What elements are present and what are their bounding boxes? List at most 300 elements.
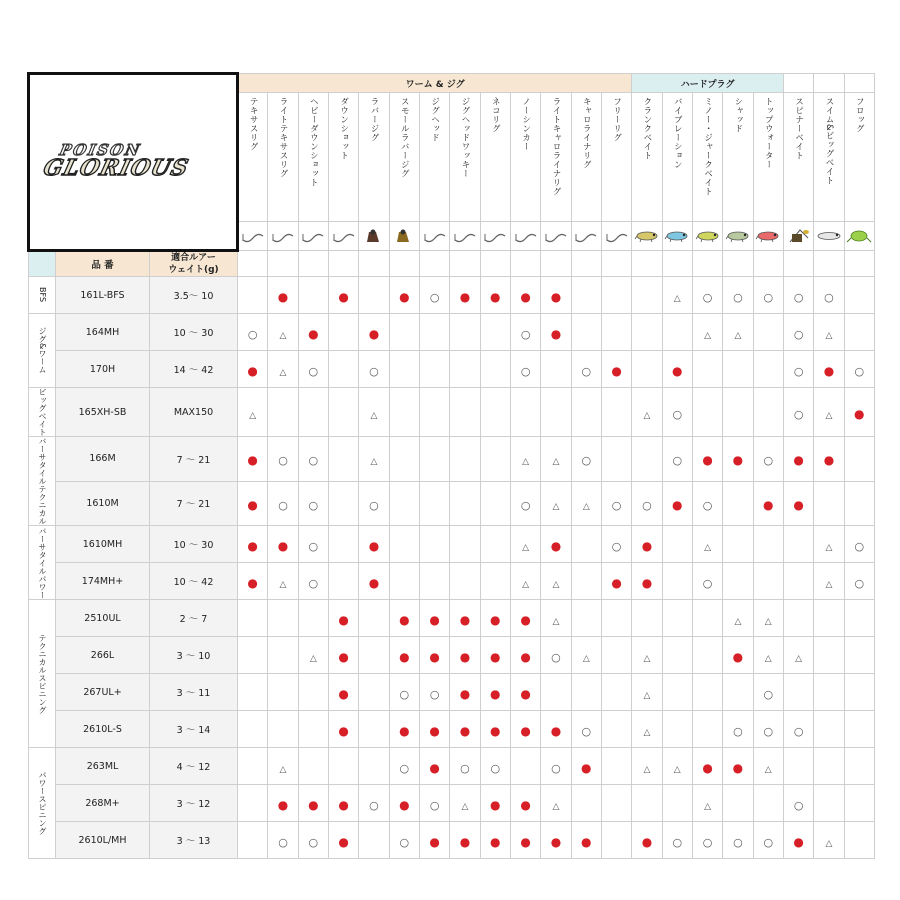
mark-cell [328,277,358,314]
usable-triangle: △ [279,579,287,590]
mark-cell [541,674,571,711]
mark-cell [389,785,419,822]
mark-cell [601,526,631,563]
mark-cell [389,674,419,711]
mark-cell [389,481,419,526]
lure-name: ミノー・ジャークベイト [702,97,713,196]
mark-cell [571,526,601,563]
weight-header: 適合ルアー ウェイト(g) [150,251,238,277]
best-match-dot: ● [490,723,501,738]
mark-cell [359,481,389,526]
mark-cell [723,563,753,600]
mark-cell [723,785,753,822]
category-text: パワースピニング [38,771,47,835]
best-match-dot: ● [490,797,501,812]
usable-triangle: △ [370,410,378,421]
mark-cell [298,314,328,351]
model-cell: 170H [56,351,150,388]
lure-header-15 [692,93,722,222]
mark-cell [632,481,662,526]
mark-cell [723,822,753,859]
mark-cell [844,481,874,526]
mark-cell [389,637,419,674]
lure-header-19 [814,93,844,222]
mark-cell [844,314,874,351]
mark-cell [450,674,480,711]
weight-cell: 3 ～ 10 [150,637,238,674]
mark-cell [268,351,298,388]
best-match-dot: ● [520,612,531,627]
mark-cell [692,277,722,314]
good-match-circle: ○ [551,650,561,664]
mark-cell [601,388,631,437]
usable-triangle: △ [522,457,530,468]
best-match-dot: ● [338,723,349,738]
usable-triangle: △ [522,542,530,553]
mark-cell [632,711,662,748]
texas-rig-icon [238,222,268,251]
mark-cell [723,526,753,563]
category-header [29,251,56,277]
category-label [29,748,56,859]
best-match-dot: ● [429,612,440,627]
good-match-circle: ○ [611,498,622,512]
lure-name: ジグヘッドワッキー [459,97,470,178]
mark-cell [298,437,328,482]
usable-triangle: △ [522,579,530,590]
mark-cell [510,563,540,600]
model-cell: 263ML [56,748,150,785]
header-spacer [723,251,753,277]
mark-cell [844,600,874,637]
good-match-circle: ○ [551,761,561,775]
good-match-circle: ○ [733,290,743,304]
best-match-dot: ● [368,326,380,341]
good-match-circle: ○ [763,835,774,849]
header-spacer [692,251,722,277]
mark-cell [753,748,783,785]
mark-cell [692,481,722,526]
mark-cell [510,526,540,563]
mark-cell [753,600,783,637]
best-match-dot: ● [338,289,349,304]
mark-cell [268,437,298,482]
mark-cell [510,351,540,388]
mark-cell [541,277,571,314]
mark-cell [450,785,480,822]
mark-cell [783,637,813,674]
mark-cell [328,437,358,482]
mark-cell [419,388,449,437]
mark-cell [814,351,844,388]
mark-cell [814,822,844,859]
best-match-dot: ● [368,575,380,590]
mark-cell [814,388,844,437]
mark-cell [328,674,358,711]
usable-triangle: △ [825,330,833,341]
table-row [29,351,875,388]
good-match-circle: ○ [490,761,501,775]
header-spacer [571,251,601,277]
good-match-circle: ○ [793,724,804,738]
mark-cell [692,526,722,563]
mark-cell [814,277,844,314]
good-match-circle: ○ [308,498,319,512]
mark-cell [571,351,601,388]
mark-cell [419,674,449,711]
neko-rig-icon [480,222,510,251]
good-match-circle: ○ [763,290,774,304]
mark-cell [814,600,844,637]
mark-cell [450,481,480,526]
usable-triangle: △ [704,801,712,812]
lure-name: ジグヘッド [429,97,440,142]
mark-cell [571,711,601,748]
mark-cell [480,437,510,482]
mark-cell [632,437,662,482]
mark-cell [601,600,631,637]
mark-cell [450,600,480,637]
good-match-circle: ○ [702,498,713,512]
weight-cell: 10 ～ 42 [150,563,238,600]
lure-header-12 [601,93,631,222]
best-match-dot: ● [459,649,471,664]
mark-cell [541,637,571,674]
header-spacer [753,251,783,277]
mark-cell [662,351,692,388]
category-text: BFS [38,287,47,303]
mark-cell [389,388,419,437]
mark-cell [753,674,783,711]
mark-cell [692,822,722,859]
best-match-dot: ● [793,497,804,512]
usable-triangle: △ [552,579,560,590]
mark-cell [419,748,449,785]
mark-cell [238,351,268,388]
mark-cell [783,388,813,437]
mark-cell [298,748,328,785]
mark-cell [328,526,358,563]
weight-cell: 10 ～ 30 [150,314,238,351]
weight-cell: 10 ～ 30 [150,526,238,563]
mark-cell [541,388,571,437]
weight-cell: 7 ～ 21 [150,481,238,526]
mark-cell [298,388,328,437]
mark-cell [783,437,813,482]
swim-bigbait-icon [814,222,844,251]
lure-header-16 [723,93,753,222]
usable-triangle: △ [552,457,560,468]
good-match-circle: ○ [854,539,865,553]
usable-triangle: △ [249,410,257,421]
mark-cell [571,822,601,859]
mark-cell [783,277,813,314]
good-match-circle: ○ [581,364,592,378]
best-match-dot: ● [247,453,258,468]
weight-cell: 4 ～ 12 [150,748,238,785]
mark-cell [238,563,268,600]
mark-cell [541,822,571,859]
usable-triangle: △ [279,330,287,341]
mark-cell [389,526,419,563]
good-match-circle: ○ [399,835,410,849]
group-blank [783,74,813,93]
good-match-circle: ○ [308,576,319,590]
mark-cell [450,437,480,482]
mark-cell [510,785,540,822]
model-cell: 268M+ [56,785,150,822]
mark-cell [601,785,631,822]
mark-cell [753,388,783,437]
good-match-circle: ○ [672,407,683,421]
mark-cell [238,600,268,637]
mark-cell [632,563,662,600]
best-match-dot: ● [429,834,440,849]
mark-cell [510,600,540,637]
model-cell: 2610L-S [56,711,150,748]
lure-header-4 [359,93,389,222]
mark-cell [601,437,631,482]
mark-cell [328,600,358,637]
mark-cell [753,637,783,674]
frog-icon [844,222,874,251]
lure-header-14 [662,93,692,222]
best-match-dot: ● [459,686,471,701]
mark-cell [692,748,722,785]
mark-cell [480,277,510,314]
mark-cell [480,314,510,351]
model-cell: 267UL+ [56,674,150,711]
mark-cell [450,351,480,388]
mark-cell [268,388,298,437]
category-label [29,388,56,437]
mark-cell [844,822,874,859]
mark-cell [632,600,662,637]
good-match-circle: ○ [854,576,865,590]
category-text: テクニカルスピニング [38,633,47,714]
mark-cell [814,314,844,351]
mark-cell [692,563,722,600]
model-cell: 161L-BFS [56,277,150,314]
best-match-dot: ● [429,649,440,664]
mark-cell [298,351,328,388]
usable-triangle: △ [279,367,287,378]
mark-cell [480,637,510,674]
lure-name: テキサスリグ [248,97,259,151]
good-match-circle: ○ [247,327,258,341]
mark-cell [662,314,692,351]
mark-cell [389,563,419,600]
best-match-dot: ● [338,612,349,627]
mark-cell [419,637,449,674]
mark-cell [814,674,844,711]
weight-cell: 7 ～ 21 [150,437,238,482]
mark-cell [571,637,601,674]
mark-cell [328,351,358,388]
mark-cell [601,563,631,600]
vibration-icon [662,222,692,251]
free-rig-icon [601,222,631,251]
good-match-circle: ○ [763,724,774,738]
good-match-circle: ○ [399,687,410,701]
table-row [29,748,875,785]
mark-cell [480,711,510,748]
mark-cell [298,785,328,822]
mark-cell [753,437,783,482]
mark-cell [662,600,692,637]
mark-cell [844,748,874,785]
lure-header-9 [510,93,540,222]
mark-cell [419,822,449,859]
lure-name: スピナーベイト [793,97,804,160]
mark-cell [601,637,631,674]
best-match-dot: ● [399,649,410,664]
good-match-circle: ○ [429,687,440,701]
mark-cell [238,481,268,526]
mark-cell [753,481,783,526]
mark-cell [632,785,662,822]
good-match-circle: ○ [702,835,713,849]
lure-header-0 [238,93,268,222]
mark-cell [541,711,571,748]
mark-cell [238,822,268,859]
mark-cell [359,600,389,637]
mark-cell [601,822,631,859]
mark-cell [389,748,419,785]
mark-cell [844,563,874,600]
usable-triangle: △ [582,653,590,664]
mark-cell [328,748,358,785]
best-match-dot: ● [793,453,804,468]
mark-cell [723,600,753,637]
table-row [29,711,875,748]
mark-cell [571,748,601,785]
best-match-dot: ● [732,760,744,775]
mark-cell [450,314,480,351]
mark-cell [298,822,328,859]
usable-triangle: △ [552,801,560,812]
header-spacer [450,251,480,277]
best-match-dot: ● [520,834,531,849]
usable-triangle: △ [643,410,651,421]
best-match-dot: ● [550,834,562,849]
mark-cell [783,314,813,351]
header-spacer [541,251,571,277]
usable-triangle: △ [552,501,560,512]
model-cell: 164MH [56,314,150,351]
category-text: バーサタイルテクニカル [38,437,47,525]
good-match-circle: ○ [278,454,288,468]
mark-cell [298,711,328,748]
mark-cell [723,277,753,314]
mark-cell [389,711,419,748]
lure-name: ダウンショット [338,97,349,160]
mark-cell [238,674,268,711]
mark-cell [268,637,298,674]
good-match-circle: ○ [460,761,470,775]
good-match-circle: ○ [824,290,834,304]
mark-cell [753,785,783,822]
mark-cell [783,674,813,711]
header-spacer [359,251,389,277]
good-match-circle: ○ [672,835,683,849]
mark-cell [723,674,753,711]
mark-cell [844,674,874,711]
best-match-dot: ● [459,834,471,849]
mark-cell [389,314,419,351]
mark-cell [632,314,662,351]
jig-head-icon [419,222,449,251]
mark-cell [450,822,480,859]
mark-cell [328,481,358,526]
light-carolina-rig-icon [541,222,571,251]
mark-cell [268,785,298,822]
usable-triangle: △ [582,501,590,512]
mark-cell [723,437,753,482]
best-match-dot: ● [308,797,319,812]
mark-cell [510,822,540,859]
header-spacer [238,251,268,277]
mark-cell [571,481,601,526]
lure-name: クランクベイト [641,97,652,160]
table-row [29,785,875,822]
mark-cell [328,785,358,822]
mark-cell [268,314,298,351]
good-match-circle: ○ [793,327,804,341]
mark-cell [238,748,268,785]
good-match-circle: ○ [854,364,865,378]
mark-cell [814,481,844,526]
rubber-jig-icon [359,222,389,251]
best-match-dot: ● [490,686,501,701]
header-spacer [814,251,844,277]
mark-cell [238,711,268,748]
topwater-icon [753,222,783,251]
good-match-circle: ○ [672,454,683,468]
lure-name: スイム&ビッグベイト [823,97,834,186]
mark-cell [298,600,328,637]
mark-cell [662,526,692,563]
mark-cell [814,785,844,822]
weight-cell: 14 ～ 42 [150,351,238,388]
header-spacer [601,251,631,277]
usable-triangle: △ [643,653,651,664]
mark-cell [359,822,389,859]
table-row [29,563,875,600]
lure-name: ライトキャロライナリグ [550,97,561,196]
weight-cell: 3 ～ 12 [150,785,238,822]
lure-header-11 [571,93,601,222]
mark-cell [298,637,328,674]
weight-cell: 3 ～ 13 [150,822,238,859]
mark-cell [632,351,662,388]
good-match-circle: ○ [581,454,592,468]
category-label [29,526,56,600]
good-match-circle: ○ [642,498,652,512]
mark-cell [844,785,874,822]
small-rubber-jig-icon [389,222,419,251]
good-match-circle: ○ [763,687,774,701]
mark-cell [268,526,298,563]
mark-cell [692,785,722,822]
good-match-circle: ○ [429,798,440,812]
best-match-dot: ● [823,363,835,378]
lure-header-1 [268,93,298,222]
good-match-circle: ○ [369,498,379,512]
mark-cell [662,437,692,482]
best-match-dot: ● [611,575,622,590]
header-spacer [389,251,419,277]
